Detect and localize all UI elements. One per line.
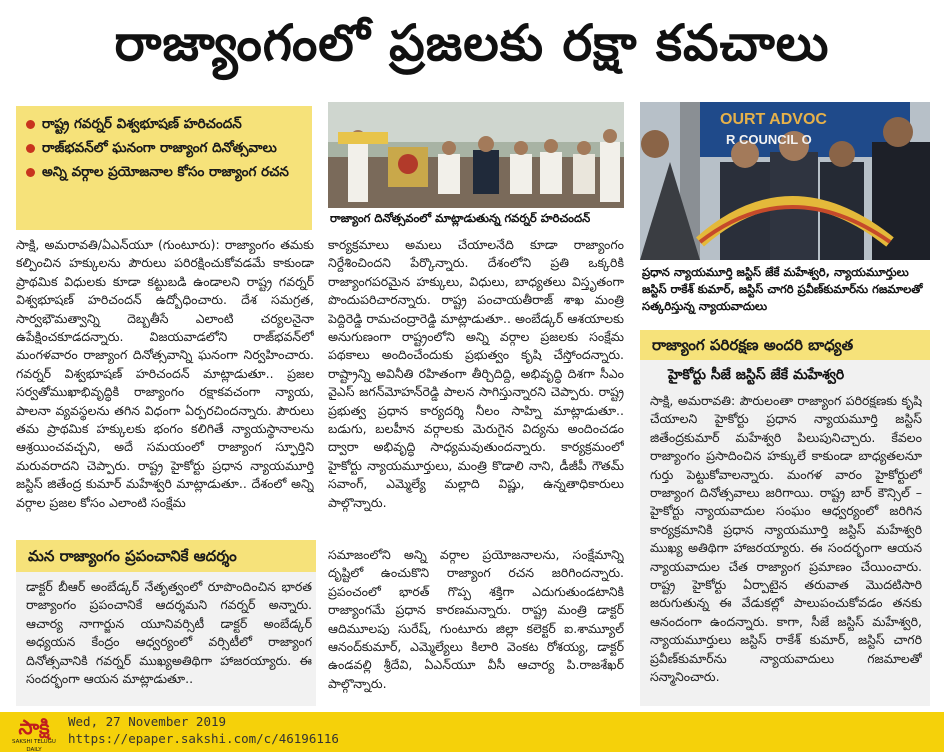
photo-governor-caption: రాజ్యాంగ దినోత్సవంలో మాట్లాడుతున్న గవర్నర్ హరిచందన్ — [330, 211, 591, 225]
article-column-1 — [16, 236, 314, 532]
article-paragraph: సాక్షి, అమరావతి/ఏఎన్‌యూ (గుంటూరు): రాజ్యాంగం తమకు కల్పించిన హక్కులను పౌరులు పరిరక్షించుకోవడమే కాకుండా ప్రాథమిక విధులకు కూడా కట్టుబడి ఉండాలని రాష్ట్ర గవర్నర్ విశ్వభూషణ్ హరిచందన్ ఉద్బోధించారు. దేశ సమగ్రత, సార్వభౌమత్వాన్ని దెబ్బతీసే ఎలాంటి చర్యలనైనా ఉపేక్షించకూడదన్నారు. విజయవాడలోని రాజ్‌భవన్‌లో మంగళవారం రాజ్యాంగ దినోత్సవాన్ని ఘనంగా నిర్వహించారు. గవర్నర్ విశ్వభూషణ్ హరిచందన్ మాట్లాడుతూ.. ప్రజల సర్వతోముఖాభివృద్ధికి రాజ్యాంగం రక్షాకవచంగా న్యాయ, పాలనా వ్యవస్థలను తగిన విధంగా ఏర్పరచిందన్నారు. పౌరులు తమ ప్రాథమిక హక్కులకు భంగం కలిగితే న్యాయస్థానాలను ఆశ్రయించవచ్చని, అదే సమయంలో రాజ్యాంగ స్ఫూర్తిని మరువరాదని చెప్పారు. రాష్ట్ర హైకోర్టు ప్రధాన న్యాయమూర్తి జస్టిస్ జితేంద్ర కుమార్ మహేశ్వరి మాట్లాడుతూ.. దేశంలో అన్ని వర్గాల ప్రజల కోసం ఎలాంటి సంక్షేమ — [16, 237, 314, 510]
article-paragraph: సమాజంలోని అన్ని వర్గాల ప్రయోజనాలను, సంక్షేమాన్ని దృష్టిలో ఉంచుకొని రాజ్యాంగ రచన జరిగిందన్నారు. ప్రపంచంలో భారత్ గొప్ప శక్తిగా ఎదుగుతుండటానికి రాజ్యాంగమే ప్రధాన కారణమన్నారు. రాష్ట్ర మంత్రి డాక్టర్ ఆదిమూలపు సురేష్, గుంటూరు జిల్లా కలెక్టర్ ఐ.శామ్యూల్ ఆనంద్‌కుమార్, ఎమ్మెల్యేలు కిలారి వెంకట రోశయ్య, డాక్టర్ ఉండవల్లి శ్రీదేవి, ఏఎన్‌యూ వీసీ ఆచార్య పి.రాజశేఖర్ పాల్గొన్నారు. — [328, 547, 624, 691]
photo-highcourt-image — [640, 102, 930, 260]
right-article-subtitle: హైకోర్టు సీజే జస్టిస్ జేకే మహేశ్వరి — [668, 367, 845, 383]
photo-governor-event — [328, 102, 624, 208]
logo-text: సాక్షి — [18, 715, 50, 739]
svg-text:OURT ADVOC: OURT ADVOC — [720, 111, 827, 128]
headline: రాజ్యాంగంలో ప్రజలకు రక్షా కవచాలు — [114, 14, 830, 72]
sakshi-logo — [6, 715, 62, 752]
svg-text:R COUNCIL O: R COUNCIL O — [726, 132, 812, 147]
article-paragraph: సాక్షి, అమరావతి: పౌరులంతా రాజ్యాంగ పరిరక్షణకు కృషి చేయాలని హైకోర్టు ప్రధాన న్యాయమూర్తి జస్టిస్ జితేంద్రకుమార్ మహేశ్వరి పిలుపునిచ్చారు. కేవలం రాజ్యాంగం ప్రసాదించిన హక్కులే కాకుండా బాధ్యతలనూ గుర్తు పెట్టుకోవాలన్నారు. మంగళ వారం హైకోర్టులో రాజ్యాంగ దినోత్సవాలు జరిగాయి. రాష్ట్ర బార్ కౌన్సిల్ – హైకోర్టు న్యాయవాదుల సంఘం ఆధ్వర్యంలో జరిగిన కార్యక్రమానికి ప్రధాన న్యాయమూర్తి జస్టిస్ మహేశ్వరి ముఖ్య అతిథిగా హాజరయ్యారు. ఈ సందర్భంగా ఆయన న్యాయవాదుల చేత రాజ్యాంగ ప్రమాణం చేయించారు. రాష్ట్ర హైకోర్టు ఏర్పాటైన తరువాత మొదటిసారి జరుగుతున్న ఈ వేడుకల్లో పాలుపంచుకోవడం తనకు ఆనందంగా ఉందన్నారు. కాగా, సీజే జస్టిస్ మహేశ్వరి, న్యాయమూర్తులు జస్టిస్ రాకేశ్ కుమార్, జస్టిస్ చాగరి ప్రవీణ్‌కుమార్‌ను న్యాయవాదులు గజమాలతో సన్మానించారు. — [650, 393, 922, 685]
sidebar-article-title: మన రాజ్యాంగం ప్రపంచానికే ఆదర్శం — [16, 540, 316, 572]
article-paragraph: కార్యక్రమాలు అమలు చేయాలనేది కూడా రాజ్యాంగం నిర్దేశించిందని పేర్కొన్నారు. దేశంలోని ప్రతి ఒక్కరికి రాజ్యాంగపరమైన హక్కులు, విధులు, బాధ్యతలు విస్తృతంగా పొందుపరిచారన్నారు. రాష్ట్ర పంచాయతీరాజ్ శాఖ మంత్రి పెద్దిరెడ్డి రామచంద్రారెడ్డి మాట్లాడుతూ.. అంబేడ్కర్ ఆశయాలకు అనుగుణంగా రాష్ట్రంలోని అన్ని వర్గాల ప్రజలకు సంక్షేమ పథకాలు అందించేందుకు ప్రభుత్వం కృషి చేస్తోందన్నారు. రాష్ట్రాన్ని అవినీతి రహితంగా తీర్చిదిద్ది, అభివృద్ధి దిశగా సీఎం వైఎస్ జగన్‌మోహన్‌రెడ్డి పాలన సాగిస్తున్నారని చెప్పారు. రాష్ట్ర ప్రభుత్వ ప్రధాన కార్యదర్శి నీలం సాహ్ని మాట్లాడుతూ.. బడుగు, బలహీన వర్గాలకు మెరుగైన విద్యను అందించడం ద్వారా అభివృద్ధి సాధ్యమవుతుందన్నారు. కార్యక్రమంలో హైకోర్టు న్యాయమూర్తులు, మంత్రి కొడాలి నాని, డీజీపీ గౌతమ్ సవాంగ్, ఎమ్మెల్యే మల్లాది విష్ణు, ఉన్నతాధికారులు పాల్గొన్నారు. — [328, 237, 624, 510]
footer-url-link[interactable]: https://epaper.sakshi.com/c/46196116 — [68, 731, 339, 746]
photo-highcourt-caption: ప్రధాన న్యాయమూర్తి జస్టిస్ జేకే మహేశ్వరి, న్యాయమూర్తులు జస్టిస్ రాకేశ్ కుమార్, జస్టిస్ చాగరి ప్రవీణ్‌కుమార్‌ను గజమాలతో సత్కరిస్తున్న న్యాయవాదులు — [642, 265, 923, 313]
footer-date: Wed, 27 November 2019 — [68, 714, 227, 729]
article-paragraph: డాక్టర్ బీఆర్ అంబేడ్కర్ నేతృత్వంలో రూపొందించిన భారత రాజ్యాంగం ప్రపంచానికే ఆదర్శమని గవర్నర్ అన్నారు. ఆచార్య నాగార్జున యూనివర్సిటీ డాక్టర్ అంబేడ్కర్ అధ్యయన కేంద్రం ఆధ్వర్యంలో వర్సిటీలో రాజ్యాంగ దినోత్సవానికి గవర్నర్ ముఖ్యఅతిథిగా హాజరయ్యారు. ఈ సందర్భంగా ఆయన మాట్లాడుతూ.. — [26, 579, 312, 687]
article-column-2 — [328, 236, 624, 532]
sidebar-article-column-2 — [328, 546, 624, 704]
sidebar-article-column-1 — [26, 578, 312, 704]
highlights-box — [16, 106, 312, 230]
highlight-item: రాజ్‌భవన్‌లో ఘనంగా రాజ్యాంగ దినోత్సవాలు — [26, 136, 302, 160]
highlight-item: రాష్ట్ర గవర్నర్ విశ్వభూషణ్ హరిచందన్ — [26, 112, 302, 136]
right-article-title: రాజ్యాంగ పరిరక్షణ అందరి బాధ్యత — [640, 330, 930, 360]
photo-governor-event-image — [328, 102, 624, 208]
highlight-item: అన్ని వర్గాల ప్రయోజనాల కోసం రాజ్యాంగ రచన — [26, 160, 302, 184]
logo-subtext: SAKSHI TELUGU DAILY — [12, 739, 56, 752]
photo-highcourt-event — [640, 102, 930, 260]
right-article-column — [650, 392, 922, 704]
